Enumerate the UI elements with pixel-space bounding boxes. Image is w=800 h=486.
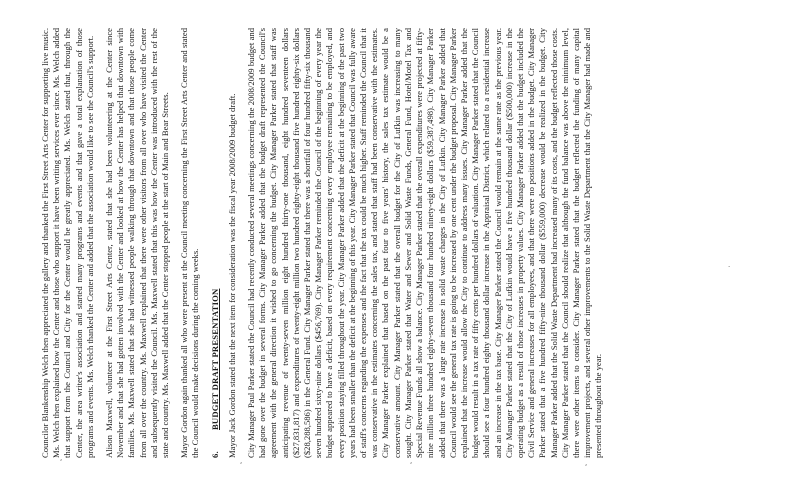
scan-mark: ,: [410, 457, 413, 465]
paragraph: Councilor Blankenship Welch then appreciated the gallery and thanked the First Street Arts Center for supporting live music. Ms. Welch then explained how the Center and those who support it have been writing services ever since. Ms. Welch added that support from the Council and City for the Center would be greatly appreciated. Ms. Welch stated that, through the Center, the area writer's association and started many programs and events and that gave a total explanation of those programs and events. Ms. Welch thanked the Center and added that the association would like to see the Council's support.: [40, 28, 95, 458]
paragraph: Alison Maxwell, volunteer at the First Street Arts Center, stated that she had been volunteering at the Center since November and that she had gotten involved with the Center and looked at how the Center has helped that downtown with families. Ms. Maxwell stated that she had witnessed people walking through that downtown and that those people come from all over the country. Ms. Maxwell explained that there were other visitors from all over who have visited the Center and subsequently visited the Council. Ms. Maxwell stated that this was how the Center was introduced with the rest of the state and country. Ms. Maxwell added that the Center stopped people at the start of Main and Bear Streets.: [104, 28, 171, 458]
section-title: BUDGET DRAFT PRESENTATION: [209, 288, 220, 430]
scan-mark: ,: [240, 457, 243, 465]
section-number: 6.: [209, 451, 220, 458]
rotated-text-block: [40, 28, 760, 458]
scan-mark: .: [728, 261, 731, 269]
scan-mark: ,: [60, 454, 63, 462]
paragraph: Mayor Jack Gordon stated that the next item for consideration was the fiscal year 2008/2009 budget draft.: [226, 93, 237, 458]
paragraph: City Manager Paul Parker stated the Council had recently conducted several meetings concerning the 2008/2009 budget and had gone over the budget in several forms. City Manager Parker added that the budget draft represented the Council's agreement with the general direction it wished to go concerning the budget. City Manager Parker stated that staff was anticipating revenue of twenty-seven million eight hundred thirty-one thousand, eight hundred seventeen dollars ($27,831,817) and expenditures of twenty-eight million two hundred eighty-eight thousand five hundred eighty-six dollars ($28,288,586) in the General Fund. City Manager Parker stated that there was a shortfall of four hundred fifty-six thousand seven hundred sixty-nine dollars ($456,769). City Manager Parker reminded the Council of the beginning of every year the budget appeared to have a deficit, based on every requirement concerning every employee remaining to be employed, and every position staying filled throughout the year. City Manager Parker added that the deficit at the beginning of the past two years had been smaller than the deficit at the beginning of this year. City Manager Parker stated that Council was fully aware of staff's concerns regarding the expenses and the fact that the tax could be much higher. Staff reminded the Council that it was conservative in the estimates concerning the sales tax, and stated that staff had been conservative with the estimates. City Manager Parker explained that based on the past four to five years' history, the sales tax estimate would be a conservative amount. City Manager Parker stated that the overall budget for the City of Lufkin was increasing to many sought. City Manager Parker stated that Water and Sewer and Solid Waste Funds, General Fund, Hotel/Motel Tax and Special Revenue Funds all show a balance. City Manager Parker stated that the overall expenditures were projected at fifty-nine million three hundred eighty-seven thousand four hundred ninety-eight dollars ($59,387,498). City Manager Parker added that there was a large rate increase in solid waste charges in the City of Lufkin. City Manager Parker added that Council would see the general tax rate is going to be increased by one cent under the budget proposal. City Manager Parker explained that the increase would allow the City to continue to address many issues. City Manager Parker added that the budget would result in a tax rate of fifty cents per hundred dollars of valuation. City Manager Parker stated that the Council should see a four hundred eighty thousand dollar increase in the Appraisal District, which related to a residential increase and an increase in the tax base. City Manager Parker stated the Council would remain at the same rate as the previous year. City Manager Parker stated that the City of Lufkin would have a five hundred thousand dollar ($500,000) increase in the operating budget as a result of those increases in property values. City Manager Parker added that the budget included the Civil Service and general increases for all employees, and that there were no positions added in the budget. City Manager Parker stated that a five hundred fifty-nine thousand dollar ($559,000) decrease would be realized in the budget. City Manager Parker added that the Solid Waste Department had increased many of its costs, and the budget reflected those costs. City Manager Parker stated that the Council should realize that although the fund balance was above the minimum level, there were other items to consider. City Manager Parker stated that the budget reflected the funding of many capital improvement projects, and several other improvements to the Solid Waste Department that the City Manager had made and presented throughout the year.: [246, 28, 604, 458]
section-heading: [210, 28, 221, 458]
paragraph: Mayor Gordon again thanked all who were present at the Council meeting concerning the First Street Arts Center and stated the Council would make decisions during the coming weeks.: [179, 28, 201, 458]
scan-mark: ,: [585, 459, 588, 467]
